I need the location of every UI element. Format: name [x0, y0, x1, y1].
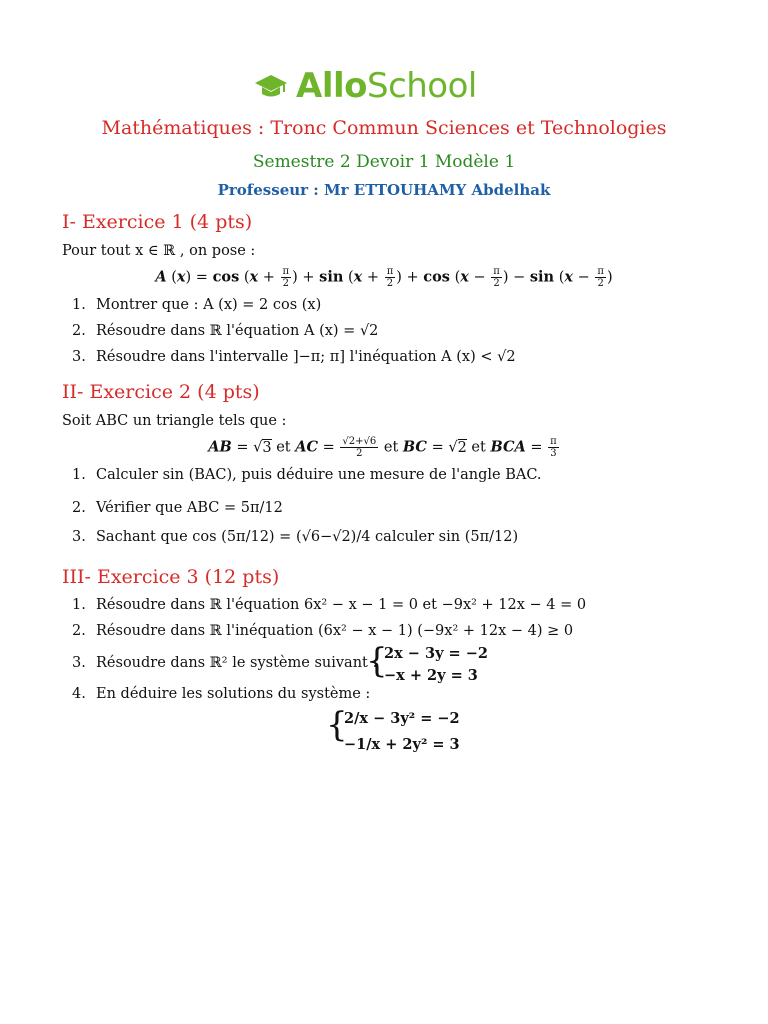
exercise-3-item-3: Résoudre dans ℝ² le système suivant :	[96, 655, 378, 671]
exercise-1-item-3: Résoudre dans l'intervalle ]−π; π] l'inéquation A (x) < √2	[96, 349, 516, 365]
exercise-2-heading: II- Exercice 2 (4 pts)	[62, 381, 260, 403]
exercise-2-item-2: Vérifier que ABC = 5π/12	[96, 500, 283, 516]
exercise-2-formula: AB = √3 et AC = $\frac{√2+√6}{2}$ et BC = √2 et BCA = $\frac{\pi}{3}$	[208, 436, 557, 459]
exercise-2-item-1: Calculer sin (BAC), puis déduire une mesure de l'angle BAC.	[96, 467, 542, 483]
alloschool-logo	[254, 66, 477, 106]
exercise-1-item-2: Résoudre dans ℝ l'équation A (x) = √2	[96, 323, 379, 339]
system-1-line-2: −x + 2y = 3	[384, 667, 478, 684]
exercise-1-heading: I- Exercice 1 (4 pts)	[62, 211, 253, 233]
system-2-line-2: −1/x + 2y² = 3	[344, 736, 460, 753]
list-number: 2.	[72, 323, 86, 339]
exercise-2-intro: Soit ABC un triangle tels que :	[62, 413, 287, 429]
exercise-3-heading: III- Exercice 3 (12 pts)	[62, 566, 280, 588]
system-brace: {	[366, 641, 388, 681]
exercise-1-formula: A (x) = cos (x + $\frac{\pi}{2}$ ) + sin (x + $\frac{\pi}{2}$ ) + cos (x − $\frac{\pi}{2}$ ) − sin (x − $\frac{\pi}{2}$ )	[155, 266, 613, 289]
list-number: 2.	[72, 623, 86, 639]
list-number: 2.	[72, 500, 86, 516]
graduation-cap-icon	[254, 72, 288, 100]
list-number: 1.	[72, 297, 86, 313]
document-subtitle: Semestre 2 Devoir 1 Modèle 1	[252, 152, 516, 172]
system-2-line-1: 2/x − 3y² = −2	[344, 710, 460, 727]
exercise-1-item-1: Montrer que : A (x) = 2 cos (x)	[96, 297, 322, 313]
system-1-line-1: 2x − 3y = −2	[384, 645, 488, 662]
list-number: 4.	[72, 686, 86, 702]
logo-text: AlloSchool	[296, 66, 477, 106]
list-number: 1.	[72, 467, 86, 483]
list-number: 3.	[72, 349, 86, 365]
exercise-2-item-3: Sachant que cos (5π/12) = (√6−√2)/4 calculer sin (5π/12)	[96, 529, 519, 545]
list-number: 3.	[72, 529, 86, 545]
exercise-3-item-2: Résoudre dans ℝ l'inéquation (6x² − x − 1) (−9x² + 12x − 4) ≥ 0	[96, 623, 574, 639]
list-number: 1.	[72, 597, 86, 613]
exercise-3-item-1: Résoudre dans ℝ l'équation 6x² − x − 1 = 0 et −9x² + 12x − 4 = 0	[96, 597, 587, 613]
list-number: 3.	[72, 655, 86, 671]
document-title: Mathématiques : Tronc Commun Sciences et Technologies	[101, 117, 667, 139]
exercise-3-item-4: En déduire les solutions du système :	[96, 686, 371, 702]
professor-line: Professeur : Mr ETTOUHAMY Abdelhak	[217, 181, 551, 199]
exercise-1-intro: Pour tout x ∈ ℝ , on pose :	[62, 243, 256, 259]
system-brace: {	[326, 705, 348, 745]
